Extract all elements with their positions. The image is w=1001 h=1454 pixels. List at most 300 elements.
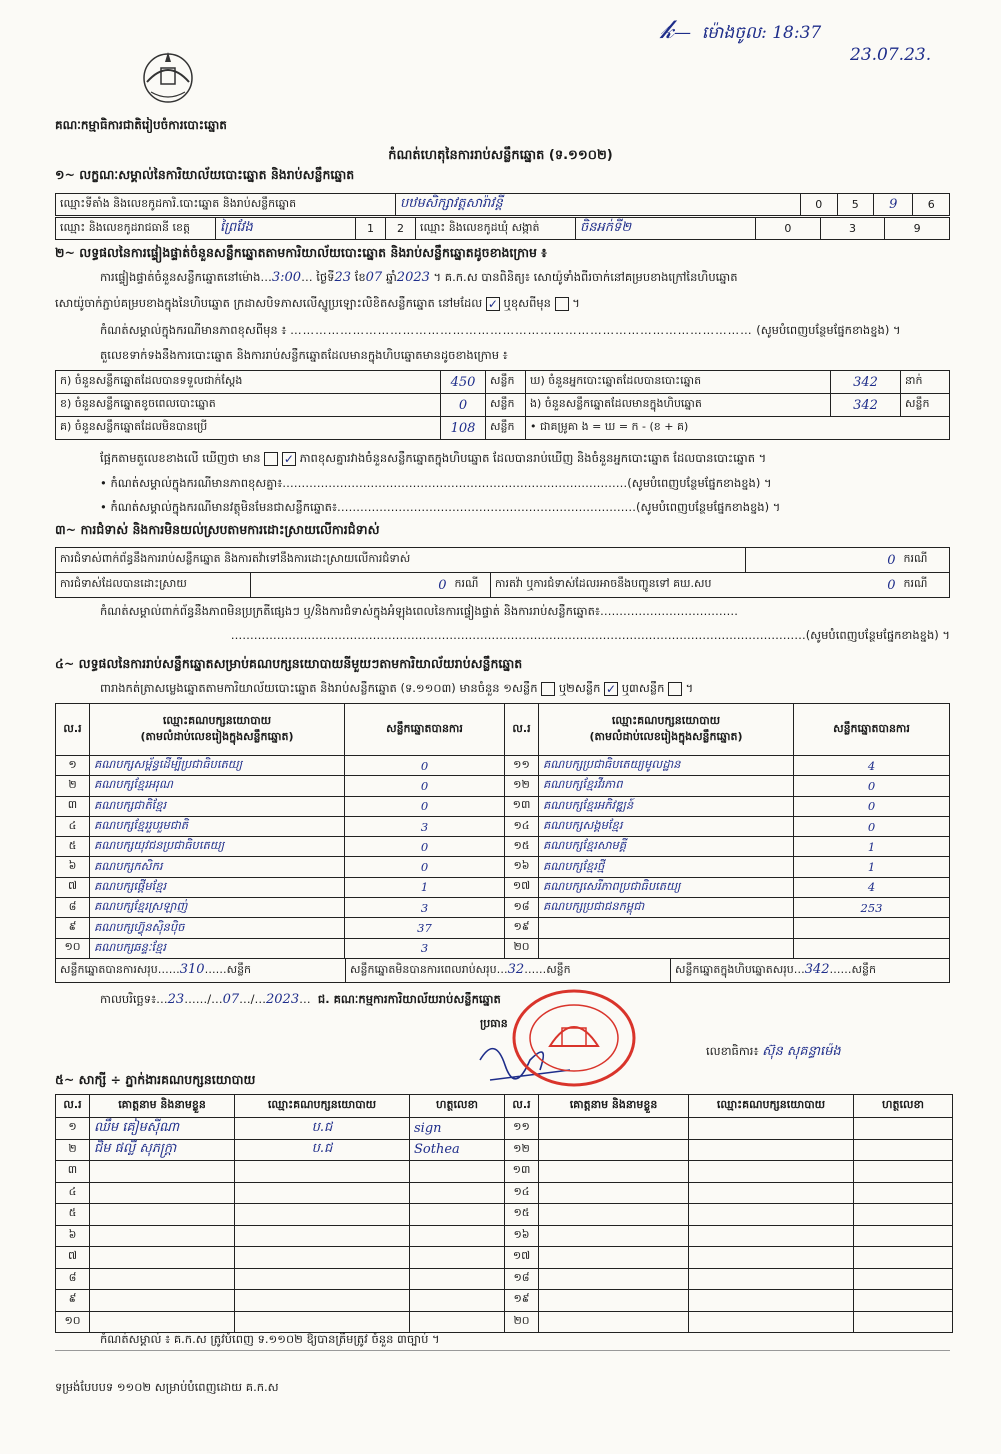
organization-name: គណៈកម្មាធិការជាតិរៀបចំការបោះឆ្នោត [55, 118, 227, 132]
section2-heading: ២~ លទ្ធផលនៃការផ្ទៀងផ្ទាត់ចំនួនសន្លឹកឆ្នោតតាមការិយាល័យបោះឆ្នោត និងរាប់សន្លឹកឆ្នោតដូចខាងក្រោម ៖ [55, 245, 547, 260]
w-col-party-right: ឈ្មោះគណបក្សនយោបាយ [689, 1095, 854, 1118]
total-box-value: 342 [804, 962, 830, 977]
date-line: កាលបរិច្ឆេទ៖…23……/…07…/…2023… ជ. គណៈកម្មការការិយាល័យរាប់សន្លឹកឆ្នោត [100, 992, 501, 1007]
figures-row [56, 394, 950, 417]
has-difference-checkbox[interactable] [264, 452, 278, 466]
result-row [56, 837, 950, 857]
witness-sign-left: sign [410, 1118, 505, 1140]
witness-no-right: ១៨ [505, 1268, 539, 1290]
three-sheet-label: ឬ៣សន្លឹក [621, 681, 665, 695]
section1-table-row2 [55, 217, 950, 240]
result-party-right: គណបក្សប្រជាជនកម្ពុជា [539, 898, 794, 918]
result-votes-left: 1 [345, 877, 505, 897]
total-valid-unit: សន្លឹក [226, 963, 252, 976]
no-difference-checkbox[interactable]: ✓ [283, 451, 294, 466]
witness-sign-right [854, 1182, 953, 1204]
col-no-right: ល.រ [505, 704, 539, 756]
witness-party-left [235, 1290, 410, 1312]
bullet-difference: • កំណត់សម្គាល់ក្នុងករណីមានភាពខុសគ្នា៖………………………………………………………………………………(សូមបំពេញបន្ថែមផ្នែកខាងខ្នង) ។ [100, 476, 772, 490]
col-votes-right: សន្លឹកឆ្នោតបានការ [794, 704, 950, 756]
result-no-right: ១១ [505, 756, 539, 776]
verify-line-2: សោយ៉ូចាក់ភ្ជាប់គម្របខាងក្នុងនៃហិបឆ្នោត ក្រដាសបិទភាសលើស្នូប្រឡោះលិខិតសន្លឹកឆ្នោត នៅមដែល ✓ ឬខុសពីមុន ។ [55, 296, 580, 311]
witness-sign-right [854, 1247, 953, 1269]
date-label: កាលបរិច្ឆេទ៖ [100, 992, 157, 1006]
witness-no-right: ១២ [505, 1139, 539, 1161]
w-col-no-left: ល.រ [56, 1095, 90, 1118]
witness-sign-left [410, 1311, 505, 1333]
w-col-sign-right: ហត្ថលេខា [854, 1095, 953, 1118]
bullet-object: • កំណត់សម្គាល់ក្នុងករណីមានវត្ថុមិនមែនជាសន្លឹកឆ្នោត៖……………………………………………………………………(សូមបំពេញបន្ថែមផ្នែកខាងខ្នង) ។ [100, 500, 781, 514]
resolved-label: ការជំទាស់ដែលបានដោះស្រាយ [56, 573, 251, 598]
formula: • ជាគម្រូគា ង = ឃ = ក - (ខ + គ) [526, 417, 950, 440]
total-invalid-label: សន្លឹកឆ្នោតមិនបានការពេលរាប់សរុប [350, 963, 497, 976]
witness-sign-left [410, 1225, 505, 1247]
different-label: ឬខុសពីមុន [503, 296, 551, 310]
witness-row [56, 1247, 953, 1269]
witness-sign-right [854, 1204, 953, 1226]
result-no-right: ២០ [505, 938, 539, 958]
footer-note: ទម្រង់បែបបទ ១១០២ សម្រាប់បំពេញដោយ គ.ក.ស [55, 1380, 279, 1394]
witness-name-right [539, 1290, 689, 1312]
witness-party-right [689, 1290, 854, 1312]
result-row [56, 918, 950, 938]
resolved-unit: ករណី [451, 573, 491, 598]
date-year: 2023 [266, 992, 300, 1007]
result-party-right: គណបក្សខ្មែរអភិវឌ្ឍន៍ [539, 796, 794, 816]
province-label: ឈ្មោះ និងលេខកូដរាជធានី ខេត្ត [56, 218, 216, 240]
result-no-left: ៨ [56, 898, 90, 918]
section3-heading: ៣~ ការជំទាស់ និងការមិនយល់ស្របតាមការដោះស្រាយលើការជំទាស់ [55, 522, 380, 537]
witness-party-left [235, 1204, 410, 1226]
result-no-right: ១៧ [505, 877, 539, 897]
result-votes-right: 0 [794, 816, 950, 836]
total-box-label: សន្លឹកឆ្នោតក្នុងហិបឆ្នោតសរុប [675, 963, 794, 976]
result-party-right: គណបក្សប្រជាធិបតេយ្យមូលដ្ឋាន [539, 756, 794, 776]
witness-sign-right [854, 1139, 953, 1161]
complaints-value: 0 [746, 548, 900, 573]
result-party-left: គណបក្សខ្មែរស្រឡាញ់ [90, 898, 345, 918]
figure-e-value: 342 [831, 394, 901, 417]
verify-month-label: ខែ [354, 270, 366, 284]
location-code-1: 0 [801, 194, 838, 216]
note-label: កំណត់សម្គាល់ក្នុងករណីមានភាពខុសពីមុន ៖ [100, 323, 287, 337]
tally-intro-text: ពារាងកត់ត្រាសម្លេងឆ្នោតតាមការិយាល័យបោះឆ្នោត និងរាប់សន្លឹកឆ្នោត (ទ.១១០៣) មានចំនួន ១សន្លឹក [100, 681, 538, 695]
result-no-left: ៩ [56, 918, 90, 938]
section3-table [55, 547, 950, 598]
col-party-left-text: ឈ្មោះគណបក្សនយោបាយ [162, 713, 272, 727]
witness-no-right: ១៦ [505, 1225, 539, 1247]
witness-row [56, 1139, 953, 1161]
figure-c-unit: សន្លឹក [486, 417, 526, 440]
different-checkbox[interactable] [555, 297, 569, 311]
witness-sign-left [410, 1161, 505, 1183]
witness-sign-right [854, 1161, 953, 1183]
result-votes-right: 0 [794, 776, 950, 796]
figure-b-value: 0 [441, 394, 486, 417]
commune-code-3: 9 [885, 218, 950, 240]
witness-party-left: ប.ជ [235, 1139, 410, 1161]
witness-name-right [539, 1139, 689, 1161]
official-stamp [510, 988, 638, 1088]
witness-sign-right [854, 1311, 953, 1333]
witness-row [56, 1290, 953, 1312]
figure-b-unit: សន្លឹក [486, 394, 526, 417]
date-month: 07 [222, 992, 240, 1007]
result-no-right: ១៨ [505, 898, 539, 918]
figures-row [56, 417, 950, 440]
w-col-no-right: ល.រ [505, 1095, 539, 1118]
result-party-left: គណបក្សកសិករ [90, 857, 345, 877]
witness-name-left [90, 1182, 235, 1204]
witness-name-right [539, 1225, 689, 1247]
witness-no-left: ៩ [56, 1290, 90, 1312]
section4-heading: ៤~ លទ្ធផលនៃការរាប់សន្លឹកឆ្នោតសម្រាប់គណបក្សនយោបាយនីមួយៗតាមការិយាល័យរាប់សន្លឹកឆ្នោត [55, 656, 523, 671]
witness-no-right: ១៥ [505, 1204, 539, 1226]
section1-heading: ១~ លក្ខណៈសម្គាល់នៃការិយាល័យបោះឆ្នោត និងរាប់សន្លឹកឆ្នោត [55, 167, 355, 182]
result-no-right: ១៩ [505, 918, 539, 938]
two-sheet-label: ឬ២សន្លឹក [558, 681, 601, 695]
witness-party-left [235, 1311, 410, 1333]
witness-name-left: ជិម ផល្លី សុភក្ត្រា [90, 1139, 235, 1161]
result-party-right: គណបក្សខ្មែរវីរភាព [539, 776, 794, 796]
result-party-left: គណបក្សខ្មែរអរុណ [90, 776, 345, 796]
witness-no-left: ៦ [56, 1225, 90, 1247]
handwritten-arrival: 𝓀— ម៉ោងចូល: 18:37 23.07.23. [660, 15, 932, 65]
witness-no-left: ១ [56, 1118, 90, 1140]
total-box: សន្លឹកឆ្នោតក្នុងហិបឆ្នោតសរុប…342……សន្លឹក [671, 959, 950, 983]
result-party-left: គណបក្សខ្មែររួបរួមជាតិ [90, 816, 345, 836]
sign-org: ជ. គណៈកម្មការការិយាល័យរាប់សន្លឹកឆ្នោត [317, 992, 501, 1006]
witness-party-right [689, 1182, 854, 1204]
witness-row [56, 1225, 953, 1247]
witness-no-right: ១៧ [505, 1247, 539, 1269]
two-sheet-checkbox[interactable]: ✓ [606, 681, 617, 696]
witness-party-right [689, 1268, 854, 1290]
location-value: បឋមសិក្សាវត្តសារ៉ាវន្តី [396, 194, 801, 216]
result-party-left: គណបក្សយុវជនប្រជាធិបតេយ្យ [90, 837, 345, 857]
witness-sign-left [410, 1268, 505, 1290]
result-party-left: គណបក្សហ៊្វុនស៊ិនប៉ិច [90, 918, 345, 938]
witness-name-right [539, 1161, 689, 1183]
witness-party-left [235, 1268, 410, 1290]
result-no-left: ៥ [56, 837, 90, 857]
verify-day: 23 [334, 270, 352, 285]
figure-e-unit: សន្លឹក [901, 394, 950, 417]
witness-no-left: ២ [56, 1139, 90, 1161]
secretary-label: លេខាធិការ៖ [706, 1044, 759, 1058]
figure-c-value: 108 [441, 417, 486, 440]
result-no-left: ២ [56, 776, 90, 796]
result-party-left: គណបក្សផ្ដើមខ្មែរ [90, 877, 345, 897]
witness-sign-right [854, 1290, 953, 1312]
witness-row [56, 1311, 953, 1333]
footer-divider [55, 1350, 950, 1351]
result-no-left: ៣ [56, 796, 90, 816]
nec-logo [135, 48, 201, 104]
witness-party-right [689, 1247, 854, 1269]
chair-label: ប្រធាន [480, 1017, 508, 1030]
result-party-right [539, 938, 794, 958]
one-sheet-checkbox[interactable] [541, 682, 555, 696]
location-code-3: 9 [874, 194, 913, 216]
note-tail: (សូមបំពេញបន្ថែមផ្នែកខាងខ្នង) ។ [756, 323, 901, 337]
verify-line2-text: សោយ៉ូចាក់ភ្ជាប់គម្របខាងក្នុងនៃហិបឆ្នោត ក្រដាសបិទភាសលើស្នូប្រឡោះលិខិតសន្លឹកឆ្នោត នៅមដែល [55, 296, 483, 310]
result-row [56, 776, 950, 796]
results-table [55, 703, 950, 959]
result-votes-left: 3 [345, 938, 505, 958]
section3-note-tail: (សូមបំពេញបន្ថែមផ្នែកខាងខ្នង) ។ [805, 628, 950, 642]
witness-no-right: ១៩ [505, 1290, 539, 1312]
result-no-left: ៧ [56, 877, 90, 897]
witness-name-right [539, 1118, 689, 1140]
witness-name-right [539, 1182, 689, 1204]
result-no-left: ៦ [56, 857, 90, 877]
form-title: កំណត់ហេតុនៃការរាប់សន្លឹកឆ្នោត (ទ.១១០២) [388, 148, 613, 163]
result-party-right [539, 918, 794, 938]
witness-party-right [689, 1118, 854, 1140]
figure-a-label: ក) ចំនួនសន្លឹកឆ្នោតដែលបានទទួលជាក់ស្តែង [56, 371, 441, 394]
result-votes-right: 1 [794, 857, 950, 877]
figure-d-label: ឃ) ចំនួនអ្នកបោះឆ្នោតដែលបានបោះឆ្នោត [526, 371, 831, 394]
bullet2-text: • កំណត់សម្គាល់ក្នុងករណីមានវត្ថុមិនមែនជាសន្លឹកឆ្នោត៖ [100, 500, 338, 514]
verify-day-label: ថ្ងៃទី [316, 270, 335, 284]
compare-tail: ភាពខុសគ្នារវាងចំនួនសន្លឹកឆ្នោតក្នុងហិបឆ្នោត ដែលបានរាប់ឃើញ និងចំនួនអ្នកបោះឆ្នោត ដែលបានបោះឆ្នោត ។ [299, 451, 767, 465]
result-row [56, 816, 950, 836]
witness-sign-left: Sothea [410, 1139, 505, 1161]
result-no-right: ១៤ [505, 816, 539, 836]
secretary-signature: ស៊ុន សុគន្ធាម៉េង [762, 1044, 841, 1059]
witness-name-left [90, 1268, 235, 1290]
witness-row [56, 1182, 953, 1204]
bullet1-text: • កំណត់សម្គាល់ក្នុងករណីមានភាពខុសគ្នា៖ [100, 476, 283, 490]
witness-no-left: ៤ [56, 1182, 90, 1204]
appeals-label: ការតវ៉ា ឬការជំទាស់ដែលរអាចនឹងបញ្ជូនទៅ គឃ.សប [491, 573, 746, 598]
verify-prefix: ការផ្ទៀងផ្ទាត់ចំនួនសន្លឹកឆ្នោតនៅម៉ោង [100, 270, 261, 284]
result-no-left: ១០ [56, 938, 90, 958]
result-party-right: គណបក្សសេរីភាពប្រជាធិបតេយ្យ [539, 877, 794, 897]
result-row [56, 756, 950, 776]
result-votes-right: 4 [794, 756, 950, 776]
location-label: ឈ្មោះទីតាំង និងលេខកូដការិ.បោះឆ្នោត និងរាប់សន្លឹកឆ្នោត [56, 194, 396, 216]
figures-row [56, 371, 950, 394]
witness-name-left [90, 1225, 235, 1247]
col-no-left: ល.រ [56, 704, 90, 756]
tally-intro: ពារាងកត់ត្រាសម្លេងឆ្នោតតាមការិយាល័យបោះឆ្នោត និងរាប់សន្លឹកឆ្នោត (ទ.១១០៣) មានចំនួន ១សន្លឹក ឬ២សន្លឹក ✓ ឬ៣សន្លឹក ។ [100, 681, 694, 696]
verify-year: 2023 [396, 270, 430, 285]
witness-name-left: ឈឹម គៀមស៊ីណា [90, 1118, 235, 1140]
footnote: កំណត់សម្គាល់ ៖ គ.ក.ស ត្រូវបំពេញ ទ.១១០២ ឱ្យបានត្រឹមត្រូវ ចំនួន ៣ច្បាប់ ។ [100, 1332, 440, 1346]
witness-party-left: ប.ជ [235, 1118, 410, 1140]
complaints-unit: ករណី [900, 548, 950, 573]
result-votes-right: 4 [794, 877, 950, 897]
total-box-unit: សន្លឹក [851, 963, 876, 976]
result-votes-left: 0 [345, 796, 505, 816]
witness-name-right [539, 1204, 689, 1226]
figure-c-label: គ) ចំនួនសន្លឹកឆ្នោតដែលមិនបានប្រើ [56, 417, 441, 440]
witness-name-right [539, 1268, 689, 1290]
total-invalid-value: 32 [507, 962, 525, 977]
result-votes-left: 3 [345, 898, 505, 918]
total-invalid-unit: សន្លឹក [546, 963, 571, 976]
result-party-right: គណបក្សខ្មែរសាមគ្គី [539, 837, 794, 857]
w-col-party-left: ឈ្មោះគណបក្សនយោបាយ [235, 1095, 410, 1118]
commune-value: ចិនអក់ទី២ [576, 218, 756, 240]
result-votes-left: 0 [345, 756, 505, 776]
result-votes-left: 0 [345, 837, 505, 857]
witness-name-left [90, 1204, 235, 1226]
result-no-right: ១៥ [505, 837, 539, 857]
commune-code-1: 0 [756, 218, 821, 240]
result-votes-right: 1 [794, 837, 950, 857]
commune-label: ឈ្មោះ និងលេខកូដឃុំ សង្កាត់ [416, 218, 576, 240]
witness-table [55, 1094, 953, 1333]
location-code-4: 6 [913, 194, 950, 216]
result-party-right: គណបក្សខ្មែរថ្មី [539, 857, 794, 877]
verify-time: 3:00 [271, 270, 302, 285]
compare-line [100, 451, 950, 468]
witness-no-left: ៥ [56, 1204, 90, 1226]
col-party-right [539, 704, 794, 756]
witness-party-right [689, 1204, 854, 1226]
result-row [56, 898, 950, 918]
witness-sign-right [854, 1118, 953, 1140]
section3-note-text: កំណត់សម្គាល់ពាក់ព័ន្ធនឹងភាពមិនប្រក្រតីផ្សេងៗ ឬ/និងការជំទាស់ក្នុងអំឡុងពេលនៃការផ្ទៀងផ្ទាត់ និងការរាប់សន្លឹកឆ្នោត៖ [100, 604, 600, 618]
witness-no-right: ២០ [505, 1311, 539, 1333]
total-invalid: សន្លឹកឆ្នោតមិនបានការពេលរាប់សរុប…32……សន្លឹក [346, 959, 671, 983]
complaints-label: ការជំទាស់ពាក់ព័ន្ធនឹងការរាប់សន្លឹកឆ្នោត និងការតវ៉ាទៅនឹងការដោះស្រាយលើការជំទាស់ [56, 548, 746, 573]
date-day: 23 [167, 992, 185, 1007]
witness-name-left [90, 1247, 235, 1269]
result-row [56, 938, 950, 958]
section5-heading: ៥~ សាក្សី ÷ ភ្នាក់ងារគណបក្សនយោបាយ [55, 1072, 256, 1087]
witness-sign-left [410, 1182, 505, 1204]
witness-party-right [689, 1225, 854, 1247]
location-code-2: 5 [837, 194, 874, 216]
witness-sign-left [410, 1247, 505, 1269]
witness-no-right: ១១ [505, 1118, 539, 1140]
witness-no-left: ១០ [56, 1311, 90, 1333]
result-votes-left: 37 [345, 918, 505, 938]
witness-sign-left [410, 1204, 505, 1226]
witness-party-right [689, 1311, 854, 1333]
result-party-left: គណបក្សសម្ព័ន្ធដើម្បីប្រជាធិបតេយ្យ [90, 756, 345, 776]
result-party-left: គណបក្សឆន្ទៈខ្មែរ [90, 938, 345, 958]
bullet1-tail: (សូមបំពេញបន្ថែមផ្នែកខាងខ្នង) ។ [627, 476, 772, 490]
resolved-value: 0 [251, 573, 451, 598]
col-party-left-sub: (តាមលំដាប់លេខរៀងក្នុងសន្លឹកឆ្នោត) [140, 729, 294, 743]
figure-e-label: ង) ចំនួនសន្លឹកឆ្នោតដែលមានក្នុងហិបឆ្នោត [526, 394, 831, 417]
witness-row [56, 1118, 953, 1140]
witness-sign-right [854, 1268, 953, 1290]
total-valid: សន្លឹកឆ្នោតបានការសរុប……310……សន្លឹក [56, 959, 346, 983]
witness-party-right [689, 1139, 854, 1161]
result-no-left: ១ [56, 756, 90, 776]
bullet2-tail: (សូមបំពេញបន្ថែមផ្នែកខាងខ្នង) ។ [636, 500, 781, 514]
province-value: ព្រៃវែង [216, 218, 356, 240]
three-sheet-checkbox[interactable] [668, 682, 682, 696]
figure-d-unit: នាក់ [901, 371, 950, 394]
result-party-left: គណបក្សជាតិខ្មែរ [90, 796, 345, 816]
result-votes-right: 253 [794, 898, 950, 918]
note-line: កំណត់សម្គាល់ក្នុងករណីមានភាពខុសពីមុន ៖ ………………………………………………………………………………………………… (សូមបំពេញបន្ថែមផ្នែកខាងខ្នង) ។ [100, 323, 901, 337]
result-votes-left: 0 [345, 776, 505, 796]
verify-line: ការផ្ទៀងផ្ទាត់ចំនួនសន្លឹកឆ្នោតនៅម៉ោង…3:00… ថ្ងៃទី23 ខែ07 ឆ្នាំ2023 ។ គ.ក.ស បានពិនិត្យ៖ សោយ៉ូទាំងពីរចាក់នៅគម្របខាងក្រៅនៃហិបឆ្នោត [100, 270, 738, 285]
totals-row [55, 958, 950, 983]
witness-no-right: ១៣ [505, 1161, 539, 1183]
witness-no-left: ៣ [56, 1161, 90, 1183]
witness-name-left [90, 1290, 235, 1312]
witness-row [56, 1268, 953, 1290]
verify-suffix: ។ គ.ក.ស បានពិនិត្យ៖ សោយ៉ូទាំងពីរចាក់នៅគម្របខាងក្រៅនៃហិបឆ្នោត [433, 270, 738, 284]
col-party-left [90, 704, 345, 756]
result-party-right: គណបក្សសង្គមខ្មែរ [539, 816, 794, 836]
witness-no-right: ១៤ [505, 1182, 539, 1204]
witness-name-right [539, 1247, 689, 1269]
result-no-right: ១៣ [505, 796, 539, 816]
verify-year-label: ឆ្នាំ [385, 270, 397, 284]
w-col-name-left: គោត្តនាម និងនាមខ្លួន [90, 1095, 235, 1118]
witness-party-left [235, 1225, 410, 1247]
result-votes-right [794, 938, 950, 958]
witness-sign-right [854, 1225, 953, 1247]
witness-name-left [90, 1311, 235, 1333]
w-col-name-right: គោត្តនាម និងនាមខ្លួន [539, 1095, 689, 1118]
result-votes-right: 0 [794, 796, 950, 816]
province-code-1: 1 [356, 218, 386, 240]
result-votes-right [794, 918, 950, 938]
witness-party-left [235, 1182, 410, 1204]
appeals-unit: ករណី [900, 573, 950, 598]
witness-row [56, 1161, 953, 1183]
witness-no-left: ៨ [56, 1268, 90, 1290]
section3-note: កំណត់សម្គាល់ពាក់ព័ន្ធនឹងភាពមិនប្រក្រតីផ្សេងៗ ឬ/និងការជំទាស់ក្នុងអំឡុងពេលនៃការផ្ទៀងផ្ទាត់ និងការរាប់សន្លឹកឆ្នោត៖……………………………… [100, 604, 738, 618]
witness-sign-left [410, 1290, 505, 1312]
appeals-value: 0 [746, 573, 900, 598]
figure-d-value: 342 [831, 371, 901, 394]
w-col-sign-left: ហត្ថលេខា [410, 1095, 505, 1118]
verify-month: 07 [365, 270, 383, 285]
result-votes-left: 0 [345, 857, 505, 877]
witness-party-left [235, 1161, 410, 1183]
result-row [56, 796, 950, 816]
compare-prefix: ផ្អែកតាមតួលេខខាងលើ ឃើញថា មាន [100, 451, 261, 465]
result-row [56, 857, 950, 877]
col-party-right-text: ឈ្មោះគណបក្សនយោបាយ [611, 713, 721, 727]
witness-party-left [235, 1247, 410, 1269]
section3-note-line2: ……………………………………………………………………………………………………………………………………(សូមបំពេញបន្ថែមផ្នែកខាងខ្នង) ។ [230, 628, 950, 642]
result-no-right: ១២ [505, 776, 539, 796]
witness-name-left [90, 1161, 235, 1183]
same-checkbox[interactable]: ✓ [487, 296, 498, 311]
witness-row [56, 1204, 953, 1226]
result-no-left: ៤ [56, 816, 90, 836]
figures-intro: តួលេខទាក់ទងនឹងការបោះឆ្នោត និងការរាប់សន្លឹកឆ្នោតដែលមានក្នុងហិបឆ្នោតមានដូចខាងក្រោម ៖ [100, 348, 508, 362]
figure-a-unit: សន្លឹក [486, 371, 526, 394]
commune-code-2: 3 [820, 218, 885, 240]
figure-b-label: ខ) ចំនួនសន្លឹកឆ្នោតខូចពេលបោះឆ្នោត [56, 394, 441, 417]
result-no-right: ១៦ [505, 857, 539, 877]
province-code-2: 2 [386, 218, 416, 240]
col-votes-left: សន្លឹកឆ្នោតបានការ [345, 704, 505, 756]
witness-party-right [689, 1161, 854, 1183]
result-votes-left: 3 [345, 816, 505, 836]
figures-table [55, 370, 950, 440]
witness-no-left: ៧ [56, 1247, 90, 1269]
result-row [56, 877, 950, 897]
col-party-right-sub: (តាមលំដាប់លេខរៀងក្នុងសន្លឹកឆ្នោត) [589, 729, 743, 743]
secretary-line [706, 1043, 841, 1062]
figure-a-value: 450 [441, 371, 486, 394]
